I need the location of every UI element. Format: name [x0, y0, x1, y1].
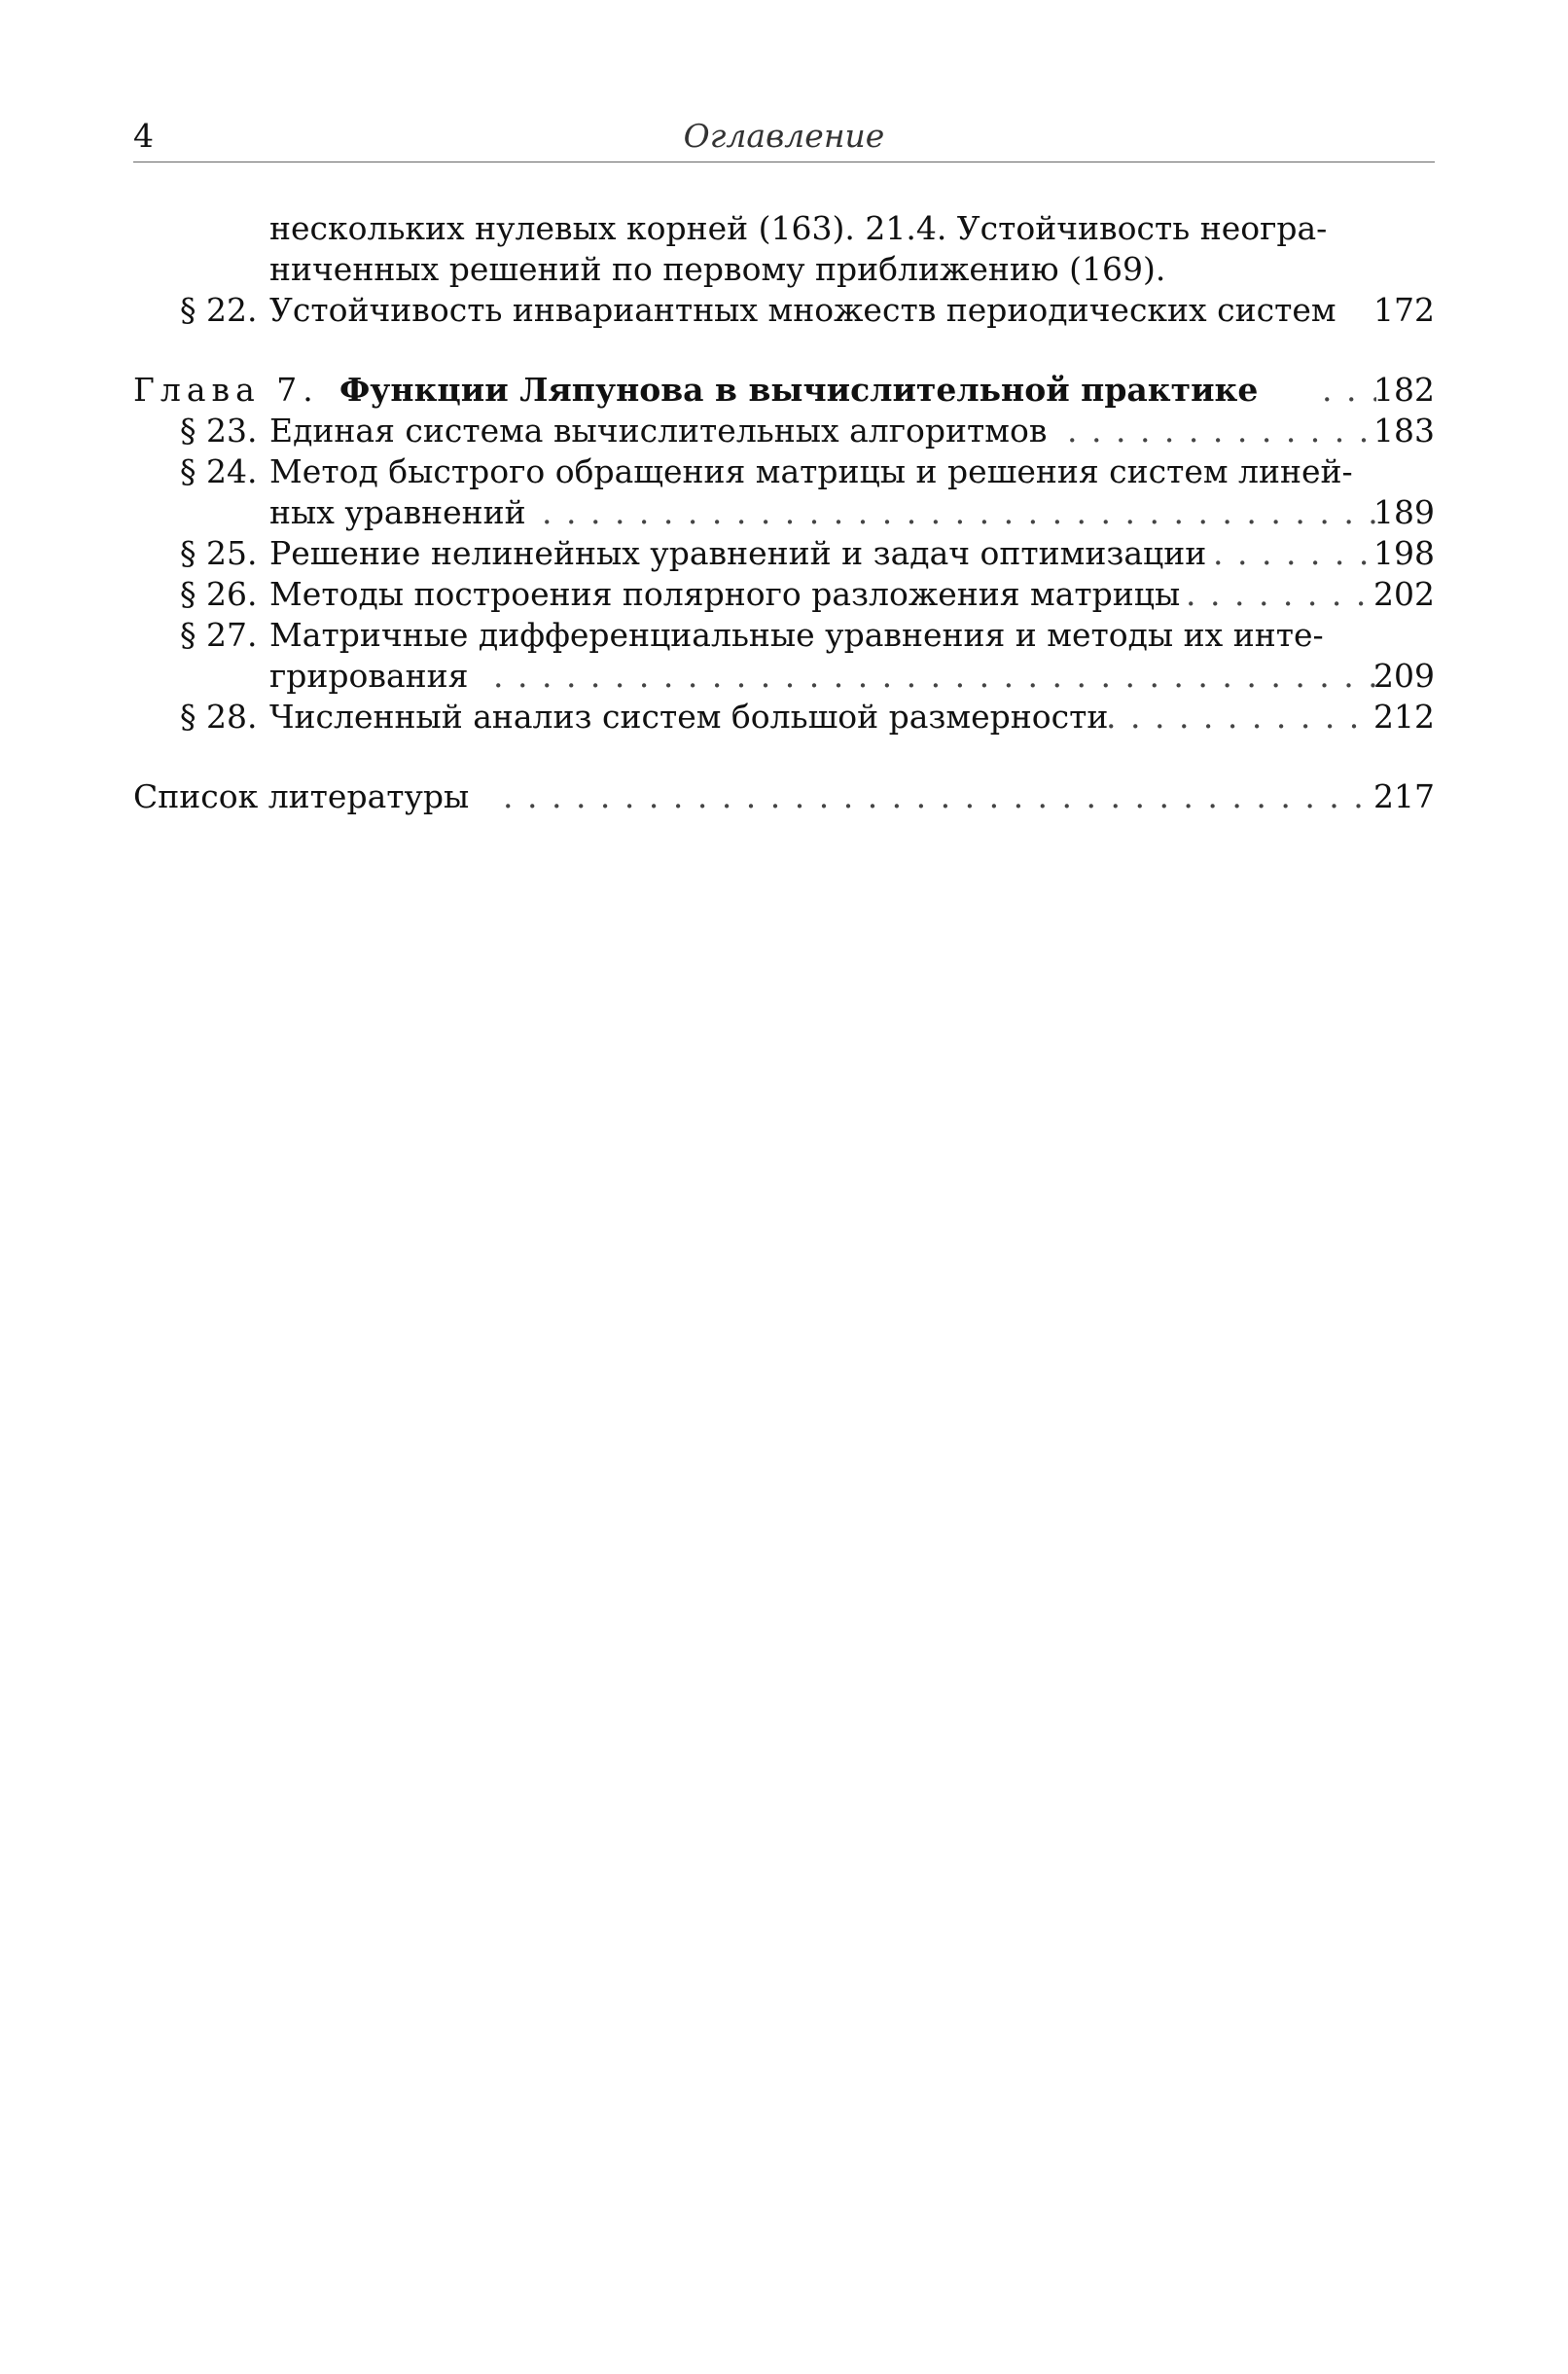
section-title: Решение нелинейных уравнений и задач оптимизации: [269, 534, 1207, 572]
section-number: § 26.: [180, 575, 258, 613]
section-title: Устойчивость инвариантных множеств периодических систем: [269, 291, 1336, 329]
page-ref: 172: [1373, 291, 1435, 329]
toc-entry-s27[interactable]: [133, 615, 1435, 656]
dot-leader: [1067, 411, 1376, 451]
dot-leader: [493, 656, 1376, 697]
chapter-label: Глава 7.: [133, 371, 319, 409]
dot-leader: [1106, 697, 1376, 737]
section-number: § 22.: [180, 291, 258, 329]
page-ref: 183: [1373, 412, 1435, 450]
page-ref: 212: [1373, 698, 1435, 736]
toc-entry-s26[interactable]: [133, 574, 1435, 615]
page-ref: 182: [1373, 371, 1435, 409]
section-title-continuation: ных уравнений: [269, 493, 526, 531]
dot-leader: [1213, 533, 1376, 574]
toc-entry-chapter-7[interactable]: [133, 370, 1435, 411]
page-header: [133, 115, 1435, 162]
section-number: § 28.: [180, 698, 258, 736]
page-ref: 217: [1373, 777, 1435, 815]
toc-entry-s27-line-2[interactable]: [133, 656, 1435, 697]
section-number: § 27.: [180, 616, 258, 654]
page-ref: 209: [1373, 657, 1435, 695]
toc-continuation-text: нескольких нулевых корней (163). 21.4. Устойчивость неогра-: [269, 209, 1328, 247]
section-title: Методы построения полярного разложения матрицы: [269, 575, 1181, 613]
section-title-continuation: грирования: [269, 657, 469, 695]
page-number: 4: [133, 117, 154, 155]
section-title: Единая система вычислительных алгоритмов: [269, 412, 1048, 450]
page-ref: 202: [1373, 575, 1435, 613]
section-number: § 24.: [180, 452, 258, 490]
dot-leader: [542, 492, 1376, 533]
page-ref: 198: [1373, 534, 1435, 572]
running-title: Оглавление: [683, 117, 885, 155]
toc-entry-s23[interactable]: [133, 411, 1435, 451]
section-title: Численный анализ систем большой размерности: [269, 698, 1109, 736]
toc-continuation-text: ниченных решений по первому приближению (169).: [269, 250, 1166, 288]
references-title: Список литературы: [133, 777, 470, 815]
chapter-title: Функции Ляпунова в вычислительной практике: [339, 371, 1259, 409]
dot-leader: [1322, 370, 1376, 411]
toc-entry-s22[interactable]: [133, 290, 1435, 331]
toc-entry-s28[interactable]: [133, 697, 1435, 737]
dot-leader: [503, 776, 1376, 817]
toc-entry-references[interactable]: [133, 776, 1435, 817]
page-ref: 189: [1373, 493, 1435, 531]
toc-entry-s24-line-2[interactable]: [133, 492, 1435, 533]
section-title: Метод быстрого обращения матрицы и решения систем линей-: [269, 452, 1353, 490]
dot-leader: [1186, 574, 1376, 615]
section-number: § 25.: [180, 534, 258, 572]
toc-continuation-line-1: [133, 208, 1435, 249]
section-number: § 23.: [180, 412, 258, 450]
section-title: Матричные дифференциальные уравнения и методы их инте-: [269, 616, 1324, 654]
toc-entry-s25[interactable]: [133, 533, 1435, 574]
toc-continuation-line-2: [133, 249, 1435, 290]
toc-entry-s24[interactable]: [133, 451, 1435, 492]
